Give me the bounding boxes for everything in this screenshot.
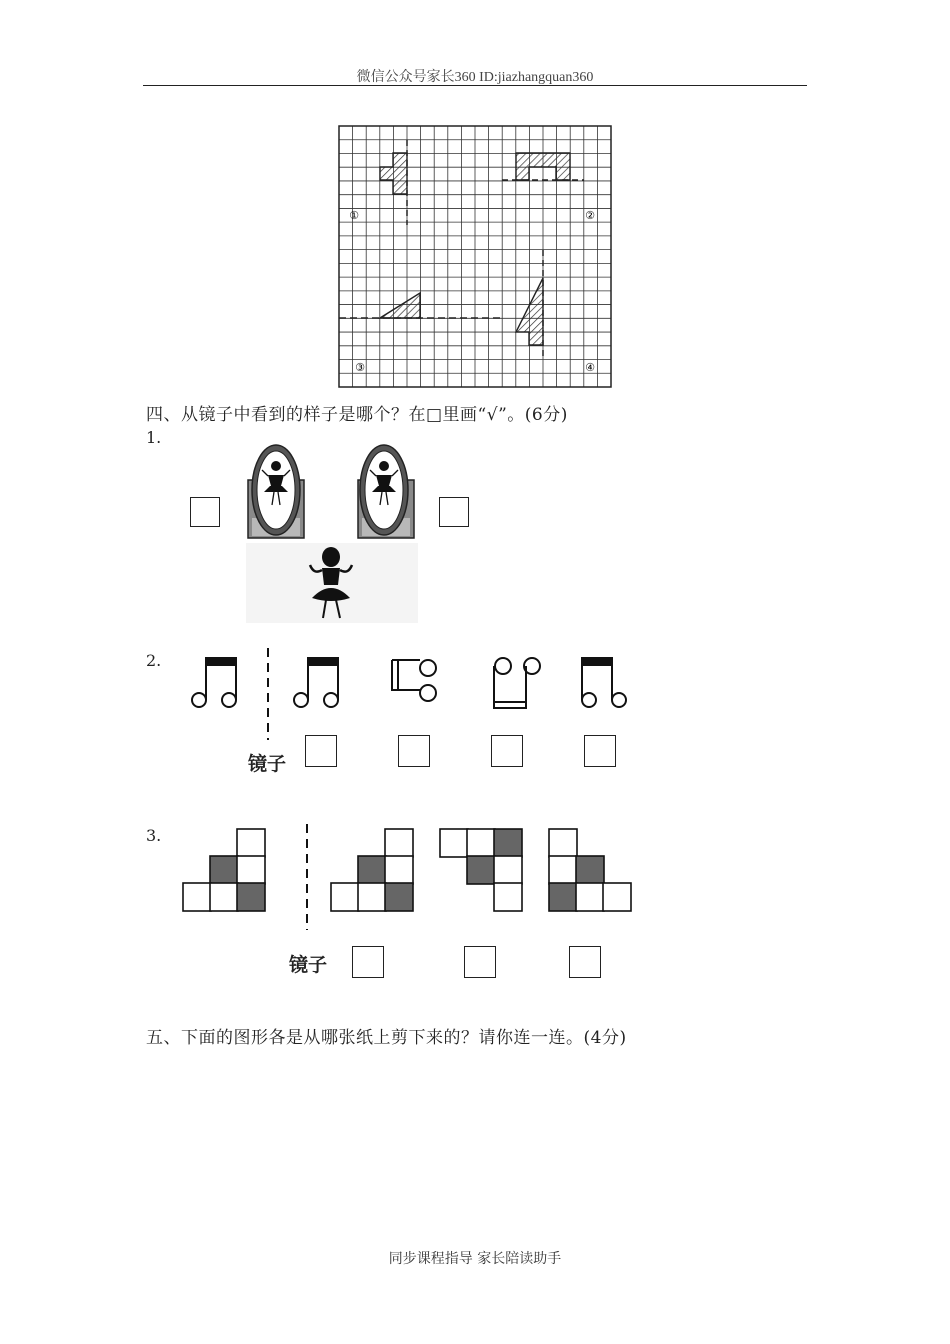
option-b-blocks [440,829,522,911]
answer-box-q3-c[interactable] [569,946,601,978]
grid-label-4: ④ [585,361,595,374]
q2-mirror-label: 镜子 [248,753,287,775]
grid-label-1: ① [349,209,359,222]
page-header: 微信公众号家长360 ID:jiazhangquan360 [356,70,594,85]
section-4-title: 四、从镜子中看到的样子是哪个？在□里画“√”。(6分) [146,405,568,425]
q3-mirror-label: 镜子 [289,954,328,976]
grid-label-3: ③ [355,361,365,374]
answer-box-q3-b[interactable] [464,946,496,978]
question-3-number: 3. [146,826,162,845]
grid-label-2: ② [585,209,595,222]
original-blocks [183,829,265,911]
option-c-blocks [549,829,631,911]
page-footer: 同步课程指导 家长陪读助手 [388,1251,562,1267]
section-5-title: 五、下面的图形各是从哪张纸上剪下来的？请你连一连。(4分) [146,1028,627,1048]
option-a-blocks [331,829,413,911]
answer-box-q3-a[interactable] [352,946,384,978]
question-1-number: 1. [146,428,162,447]
question-2-number: 2. [146,651,162,670]
